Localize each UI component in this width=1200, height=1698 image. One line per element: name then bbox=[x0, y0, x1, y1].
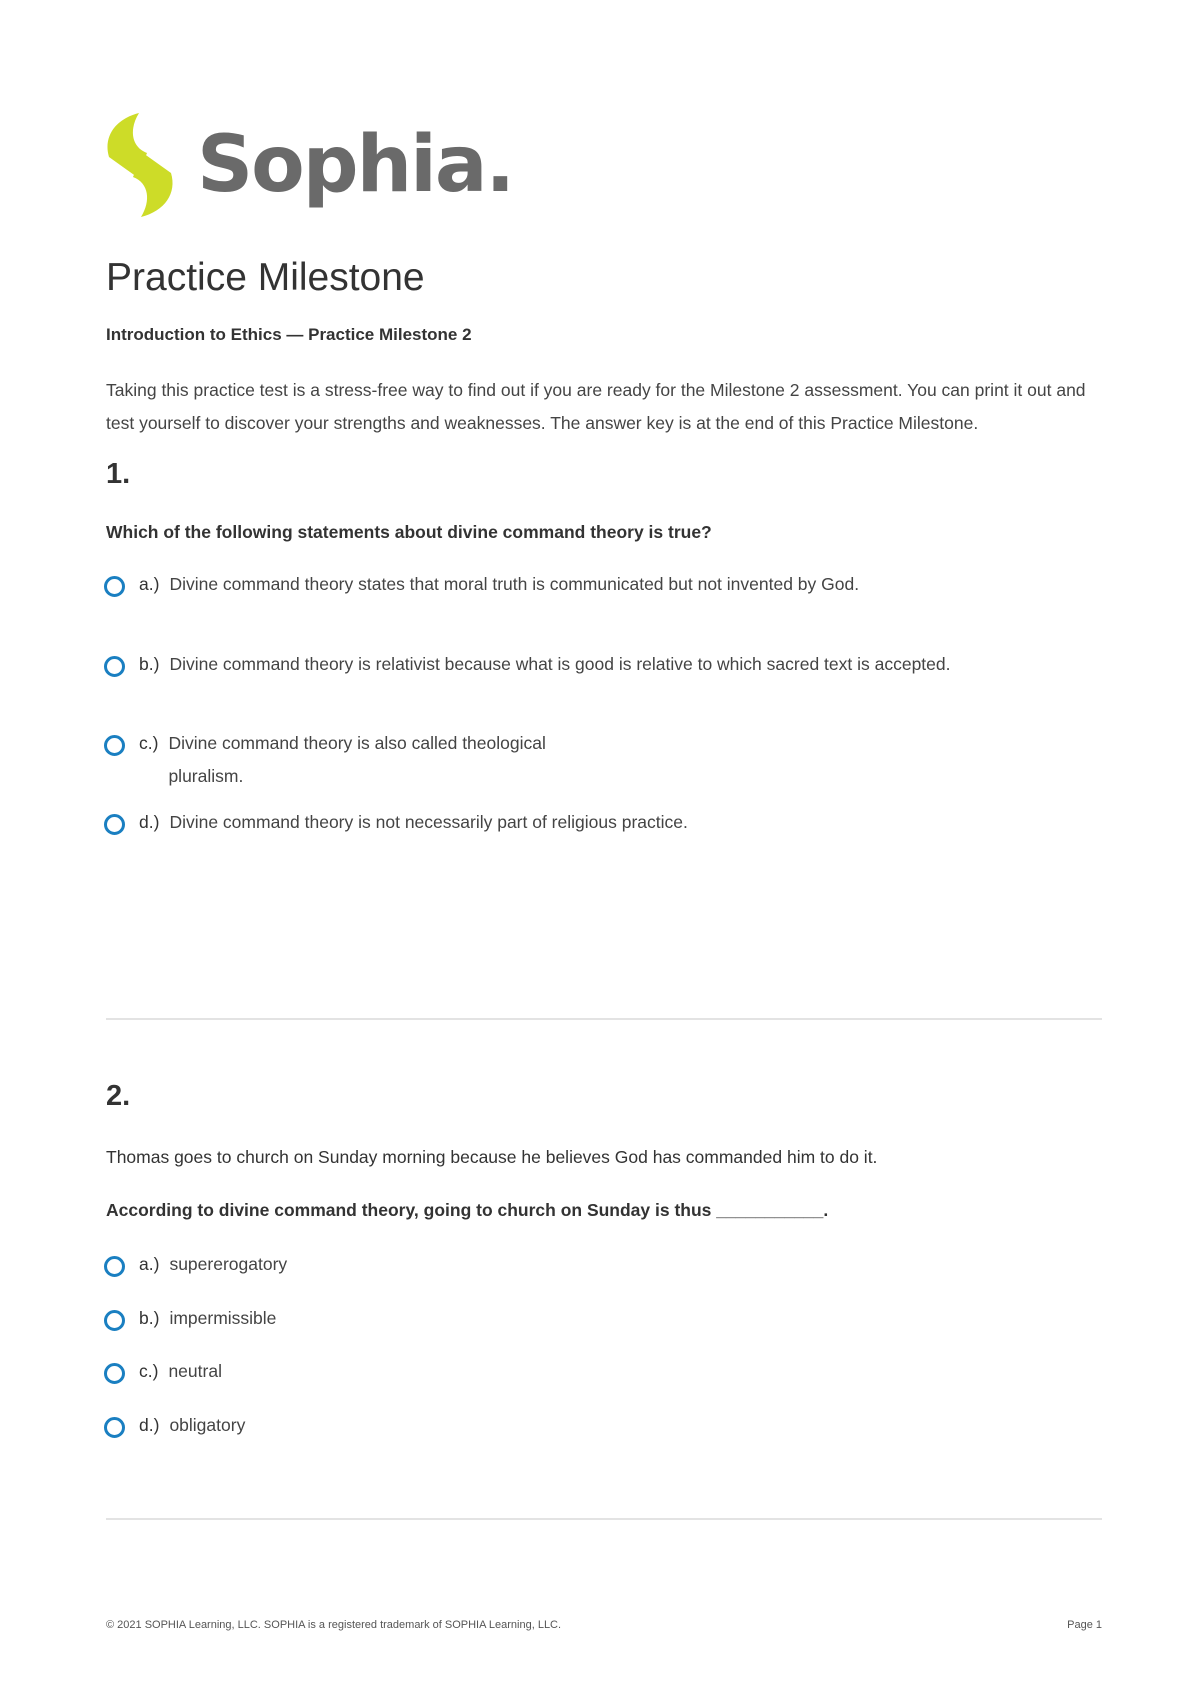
option-letter: d.) bbox=[139, 1415, 160, 1435]
answer-option[interactable] bbox=[104, 1414, 1084, 1442]
answer-option[interactable] bbox=[104, 573, 1084, 601]
sophia-s-mark-icon bbox=[103, 113, 177, 217]
option-text: Divine command theory is not necessarily part of religious practice. bbox=[169, 812, 688, 832]
radio-button-icon[interactable] bbox=[104, 1417, 125, 1438]
radio-button-icon[interactable] bbox=[104, 735, 125, 756]
answer-option[interactable] bbox=[104, 1253, 1084, 1281]
intro-paragraph: Taking this practice test is a stress-free way to find out if you are ready for the Milestone 2 assessment. You can print it out and test yourself to discover your strengths and weaknesses. The answer key is at the end of this Practice Milestone. bbox=[106, 380, 1086, 433]
option-letter: c.) bbox=[139, 1361, 159, 1381]
option-text: Divine command theory is also called theological pluralism. bbox=[168, 733, 546, 786]
sophia-logo bbox=[103, 112, 513, 217]
option-text: Divine command theory is relativist because what is good is relative to which sacred text is accepted. bbox=[169, 654, 951, 674]
option-letter: c.) bbox=[139, 733, 159, 753]
sophia-wordmark: Sophia. bbox=[197, 119, 514, 210]
option-text: neutral bbox=[168, 1361, 222, 1381]
option-letter: d.) bbox=[139, 812, 160, 832]
option-letter: b.) bbox=[139, 654, 160, 674]
page-title: Practice Milestone bbox=[106, 256, 425, 299]
question-prompt: According to divine command theory, going to church on Sunday is thus ___________. bbox=[106, 1200, 829, 1220]
radio-button-icon[interactable] bbox=[104, 814, 125, 835]
answer-option[interactable] bbox=[104, 811, 1084, 839]
section-divider bbox=[106, 1518, 1102, 1520]
option-text: supererogatory bbox=[169, 1254, 288, 1274]
answer-option[interactable] bbox=[104, 653, 1084, 681]
question-number: 1. bbox=[106, 458, 131, 490]
footer-page-number: Page 1 bbox=[1067, 1619, 1102, 1631]
radio-button-icon[interactable] bbox=[104, 1256, 125, 1277]
radio-button-icon[interactable] bbox=[104, 576, 125, 597]
answer-option[interactable] bbox=[104, 732, 1084, 793]
radio-button-icon[interactable] bbox=[104, 1310, 125, 1331]
question-context: Thomas goes to church on Sunday morning because he believes God has commanded him to do it. bbox=[106, 1147, 878, 1167]
question-prompt: Which of the following statements about divine command theory is true? bbox=[106, 522, 712, 542]
section-divider bbox=[106, 1018, 1102, 1020]
radio-button-icon[interactable] bbox=[104, 656, 125, 677]
course-subtitle: Introduction to Ethics — Practice Milestone 2 bbox=[106, 325, 472, 344]
question-number: 2. bbox=[106, 1080, 131, 1112]
radio-button-icon[interactable] bbox=[104, 1363, 125, 1384]
answer-option[interactable] bbox=[104, 1307, 1084, 1335]
option-letter: a.) bbox=[139, 574, 160, 594]
option-text: obligatory bbox=[169, 1415, 246, 1435]
option-text: Divine command theory states that moral truth is communicated but not invented by God. bbox=[169, 574, 860, 594]
answer-option[interactable] bbox=[104, 1360, 1084, 1388]
option-letter: a.) bbox=[139, 1254, 160, 1274]
footer-copyright: © 2021 SOPHIA Learning, LLC. SOPHIA is a registered trademark of SOPHIA Learning, LLC. bbox=[106, 1619, 562, 1631]
option-text: impermissible bbox=[169, 1308, 277, 1328]
option-letter: b.) bbox=[139, 1308, 160, 1328]
